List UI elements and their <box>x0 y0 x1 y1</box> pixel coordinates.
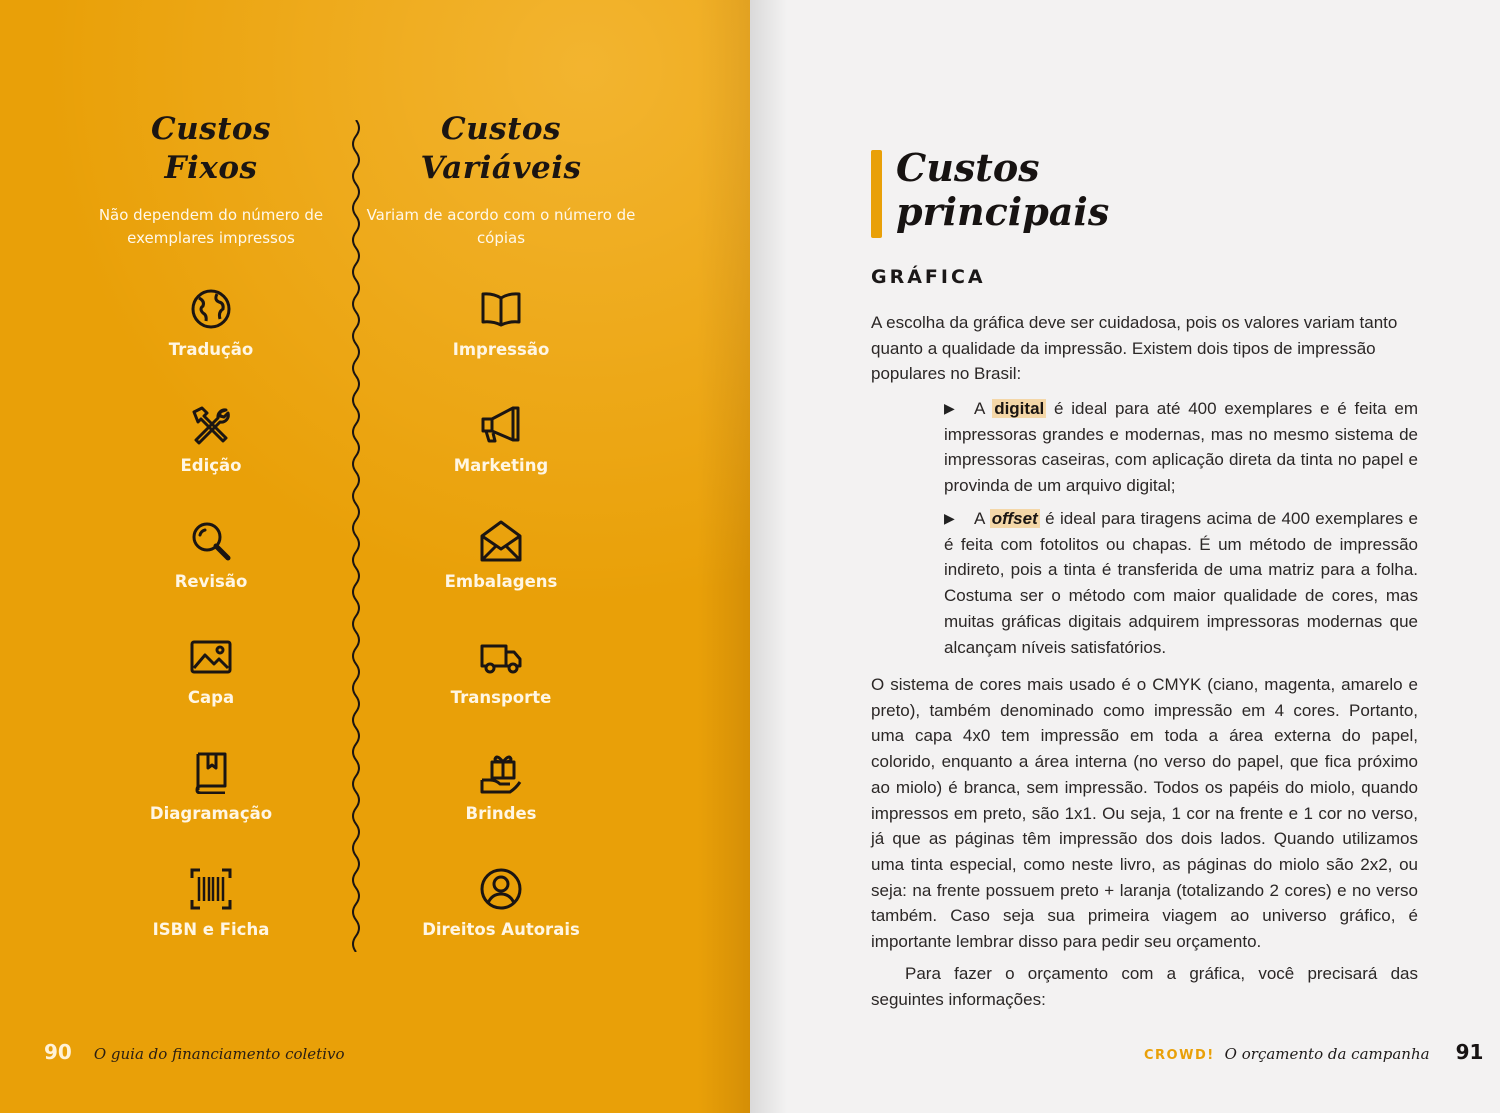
closing-paragraph: Para fazer o orçamento com a gráfica, você precisará das seguintes informações: <box>871 964 1418 1009</box>
bullet-text: é ideal para tiragens acima de 400 exemplares e é feita com fotolitos ou chapas. É um método de impressão indireto, pois a tinta é transferida de uma matriz para a folha. Costuma ser o método com maior qualidade de cores, mas muitas gráficas digitais adquirem impressoras modernas que alcançam níveis satisfatórios. <box>944 509 1418 657</box>
fixed-item-label: Capa <box>187 688 235 707</box>
fixed-item-label: Diagramação <box>149 804 273 823</box>
cmyk-paragraph: O sistema de cores mais usado é o CMYK (ciano, magenta, amarelo e preto), também denominado como impressão em 4 cores. Portanto, uma capa 4x0 tem impressão em toda a área externa do papel, colorido, enquanto a área interna (no verso do papel, que fica próximo ao miolo) é branca, sem impressão. Todos os papéis do miolo, quando impressos em preto, são 1x1. Ou seja, 1 cor na frente e 1 cor no verso, já que as páginas têm impressão dos dois lados. Quando utilizamos uma tinta especial, como neste livro, as páginas do miolo são 2x2, ou seja: na frente possuem preto + laranja (totalizando 2 cores) e no verso também. Caso seja sua primeira viagem ao universo gráfico, é importante lembrar disso para pedir seu orçamento. <box>871 675 1418 952</box>
variable-costs-title: Custos Variáveis <box>420 111 582 186</box>
page-number-left: 90 <box>44 1040 72 1064</box>
image-icon <box>190 636 232 678</box>
variable-item-label: Impressão <box>452 340 550 359</box>
variable-item <box>356 520 646 610</box>
bullet-arrow-icon: ▶ <box>944 400 955 416</box>
fixed-item <box>66 288 356 378</box>
fixed-item <box>66 404 356 494</box>
variable-item <box>356 868 646 958</box>
highlight-digital: digital <box>994 399 1045 418</box>
bullet-prefix: A <box>974 399 993 418</box>
section-heading: GRÁFICA <box>871 266 986 288</box>
brand-name: CROWD! <box>1144 1048 1215 1063</box>
variable-item-label: Direitos Autorais <box>422 920 580 939</box>
variable-item <box>356 752 646 842</box>
open-book-icon <box>480 288 522 330</box>
bullet-text: é ideal para até 400 exemplares e é feita em impressoras grandes e modernas, mas no mesmo sistema de impressoras caseiras, com aplicação direta da tinta no papel e provinda de um arquivo digital; <box>944 399 1419 496</box>
right-footer <box>1144 1040 1483 1068</box>
variable-costs-subtitle: Variam de acordo com o número de cópias <box>366 206 636 247</box>
highlight-offset: offset <box>991 509 1038 528</box>
variable-item-label: Transporte <box>450 688 552 707</box>
bullet-prefix: A <box>974 509 990 528</box>
fixed-item <box>66 752 356 842</box>
gift-hand-icon <box>480 752 522 794</box>
intro-paragraph: A escolha da gráfica deve ser cuidadosa, pois os valores variam tanto quanto a qualidade da impressão. Existem dois tipos de impressão populares no Brasil: <box>871 313 1398 384</box>
globe-icon <box>190 288 232 330</box>
title-accent-bar <box>871 150 882 238</box>
fixed-item-label: Edição <box>180 456 242 475</box>
magnifier-icon <box>190 520 232 562</box>
bullet-arrow-icon: ▶ <box>944 510 955 526</box>
variable-item <box>356 404 646 494</box>
variable-item-label: Brindes <box>465 804 537 823</box>
variable-item-label: Embalagens <box>444 572 558 591</box>
megaphone-icon <box>480 404 522 446</box>
barcode-icon <box>190 868 232 910</box>
fixed-item <box>66 520 356 610</box>
envelope-icon <box>480 520 522 562</box>
fixed-costs-title: Custos Fixos <box>150 111 272 186</box>
fixed-item-label: Revisão <box>174 572 248 591</box>
fixed-costs-subtitle: Não dependem do número de exemplares impressos <box>98 206 324 247</box>
variable-item-label: Marketing <box>453 456 549 475</box>
page-title: Custos principais <box>896 145 1110 234</box>
fixed-costs-column <box>66 110 356 939</box>
book-title: O guia do financiamento coletivo <box>93 1045 345 1063</box>
left-footer <box>44 1040 345 1068</box>
chapter-title: O orçamento da campanha <box>1224 1045 1430 1063</box>
fixed-item-label: ISBN e Ficha <box>152 920 270 939</box>
fixed-item-label: Tradução <box>168 340 254 359</box>
bullet-offset <box>944 506 1418 660</box>
right-page <box>750 0 1500 1113</box>
variable-item <box>356 288 646 378</box>
variable-costs-column <box>356 110 646 939</box>
variable-item <box>356 636 646 726</box>
user-circle-icon <box>480 868 522 910</box>
truck-icon <box>480 636 522 678</box>
page-number-right: 91 <box>1455 1040 1484 1064</box>
book-icon <box>190 752 232 794</box>
fixed-item <box>66 636 356 726</box>
bullet-digital <box>944 396 1418 499</box>
fixed-item <box>66 868 356 958</box>
hammer-wrench-icon <box>190 404 232 446</box>
